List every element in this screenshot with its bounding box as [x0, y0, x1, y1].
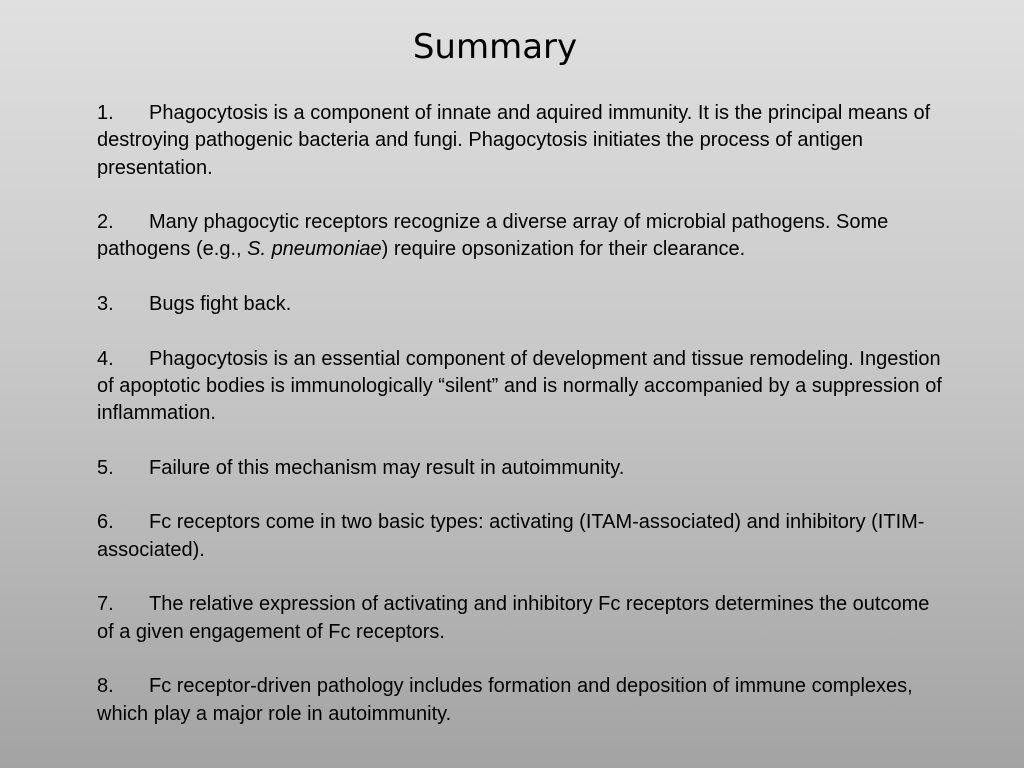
summary-item-8	[97, 673, 947, 728]
slide-title: Summary	[412, 27, 578, 67]
item-text: Phagocytosis is a component of innate and aquired immunity. It is the principal means of destroying pathogenic bacteria and fungi. Phagocytosis initiates the process of antigen presentation.	[97, 102, 931, 179]
item-text: Bugs fight back.	[149, 293, 292, 316]
item-text: Many phagocytic receptors recognize a diverse array of microbial pathogens. Some pathogens (e.g.,	[97, 211, 889, 261]
item-number: 3.	[97, 293, 114, 316]
summary-item-4	[97, 346, 947, 428]
summary-item-5	[97, 455, 947, 482]
item-number: 8.	[97, 675, 114, 698]
item-number: 2.	[97, 211, 114, 234]
item-text: Fc receptors come in two basic types: activating (ITAM-associated) and inhibitory (ITIM-associated).	[97, 511, 925, 561]
item-number: 7.	[97, 593, 114, 616]
item-text: The relative expression of activating and inhibitory Fc receptors determines the outcome of a given engagement of Fc receptors.	[97, 593, 930, 643]
summary-item-6	[97, 509, 947, 564]
summary-item-3	[97, 291, 947, 318]
item-number: 4.	[97, 347, 114, 370]
species-name: S. pneumoniae	[247, 238, 382, 261]
summary-list	[97, 100, 947, 755]
summary-item-1	[97, 100, 947, 182]
item-text: Fc receptor-driven pathology includes formation and deposition of immune complexes, which play a major role in autoimmunity.	[97, 675, 913, 725]
item-number: 6.	[97, 511, 114, 534]
item-number: 1.	[97, 102, 114, 124]
item-text: Phagocytosis is an essential component of development and tissue remodeling. Ingestion of apoptotic bodies is immunologically “silent” and is normally accompanied by a suppression of inflammation.	[97, 347, 942, 425]
item-text: Failure of this mechanism may result in autoimmunity.	[149, 456, 625, 479]
summary-item-2	[97, 209, 947, 264]
summary-item-7	[97, 591, 947, 646]
item-text-continued: ) require opsonization for their clearance.	[381, 238, 746, 261]
item-number: 5.	[97, 456, 114, 479]
